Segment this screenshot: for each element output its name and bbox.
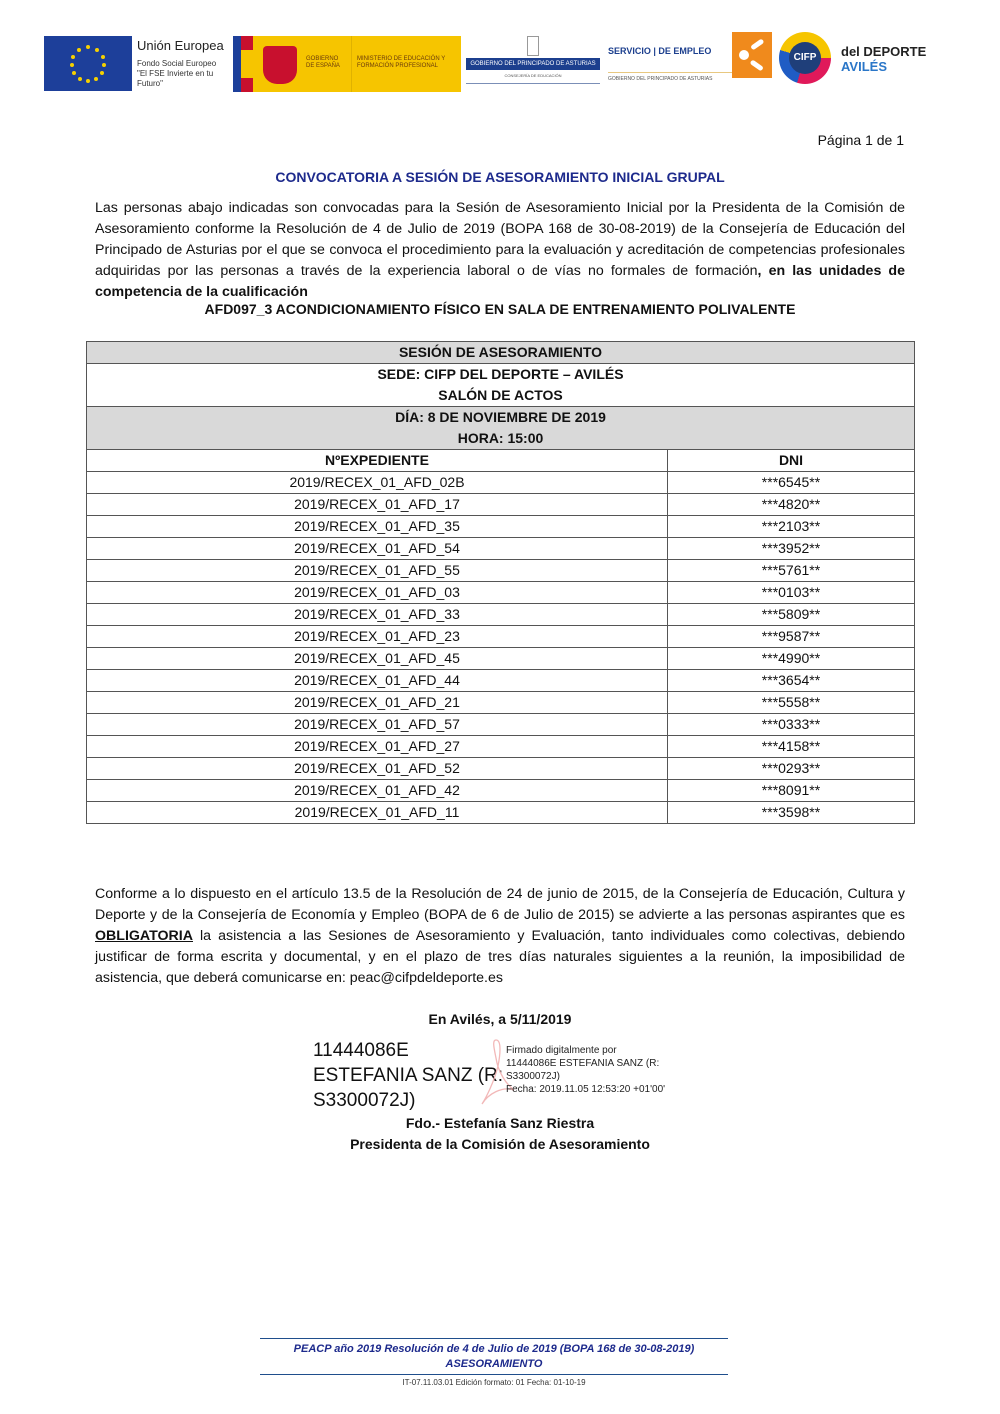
signature-date: Fecha: 2019.11.05 12:53:20 +01'00' <box>506 1084 666 1095</box>
dni-cell: ***3654** <box>668 670 915 692</box>
divider <box>351 36 352 92</box>
signature-line: ESTEFANIA SANZ (R: <box>313 1065 504 1086</box>
footer-title <box>260 1342 728 1372</box>
footer-line2: ASESORAMIENTO <box>445 1358 543 1370</box>
expediente-cell: 2019/RECEX_01_AFD_21 <box>87 692 668 714</box>
gobierno-text: GOBIERNO DE ESPAÑA <box>306 56 340 69</box>
dni-cell: ***4820** <box>668 494 915 516</box>
expediente-cell: 2019/RECEX_01_AFD_57 <box>87 714 668 736</box>
expediente-cell: 2019/RECEX_01_AFD_42 <box>87 780 668 802</box>
asturias-band: GOBIERNO DEL PRINCIPADO DE ASTURIAS <box>466 58 600 70</box>
expediente-cell: 2019/RECEX_01_AFD_55 <box>87 560 668 582</box>
dni-cell: ***9587** <box>668 626 915 648</box>
table-row <box>87 670 915 692</box>
signature-line: S3300072J) <box>313 1090 416 1111</box>
dni-cell: ***3952** <box>668 538 915 560</box>
qualification-title: AFD097_3 ACONDICIONAMIENTO FÍSICO EN SALA DE ENTRENAMIENTO POLIVALENTE <box>204 301 796 317</box>
table-row <box>87 604 915 626</box>
table-row <box>87 494 915 516</box>
expediente-cell: 2019/RECEX_01_AFD_17 <box>87 494 668 516</box>
column-header-expediente: NºEXPEDIENTE <box>87 450 668 472</box>
table-row <box>87 714 915 736</box>
table-row <box>87 802 915 824</box>
table-row <box>87 538 915 560</box>
intro-bold-tail: , en las unidades de competencia de la cualificación <box>95 263 905 300</box>
table-row <box>87 560 915 582</box>
session-day: DÍA: 8 DE NOVIEMBRE DE 2019 <box>87 407 915 429</box>
expediente-cell: 2019/RECEX_01_AFD_44 <box>87 670 668 692</box>
dni-cell: ***0333** <box>668 714 915 736</box>
divider <box>466 83 600 84</box>
signer-role: Presidenta de la Comisión de Asesoramiento <box>350 1136 650 1152</box>
table-row <box>87 582 915 604</box>
eu-line1: Fondo Social Europeo <box>137 59 217 68</box>
column-header-dni: DNI <box>668 450 915 472</box>
dni-cell: ***4990** <box>668 648 915 670</box>
signature-line: 11444086E <box>313 1040 409 1061</box>
table-row <box>87 692 915 714</box>
deporte-text: del DEPORTE <box>841 44 927 59</box>
page-number: Página 1 de 1 <box>817 132 904 148</box>
dni-cell: ***5558** <box>668 692 915 714</box>
gobierno-espana-logo <box>233 36 461 92</box>
expediente-cell: 2019/RECEX_01_AFD_35 <box>87 516 668 538</box>
session-heading: SESIÓN DE ASESORAMIENTO <box>87 342 915 364</box>
expediente-cell: 2019/RECEX_01_AFD_11 <box>87 802 668 824</box>
cifp-logo <box>779 32 831 84</box>
servicio-empleo-logo <box>608 46 730 82</box>
dni-cell: ***5809** <box>668 604 915 626</box>
eu-stars-icon <box>58 42 118 85</box>
dni-cell: ***8091** <box>668 780 915 802</box>
expediente-cell: 2019/RECEX_01_AFD_03 <box>87 582 668 604</box>
session-table <box>86 341 915 824</box>
session-sede: SEDE: CIFP DEL DEPORTE – AVILÉS <box>87 364 915 386</box>
spain-flag-icon <box>241 36 253 92</box>
dni-cell: ***0293** <box>668 758 915 780</box>
coat-of-arms-icon <box>263 46 297 84</box>
signature-detail: 11444086E ESTEFANIA SANZ (R: <box>506 1058 660 1069</box>
ministerio-text: MINISTERIO DE EDUCACIÓN Y FORMACIÓN PROFESIONAL <box>357 56 446 69</box>
asturias-crest-icon <box>527 36 539 56</box>
footer-code: IT-07.11.03.01 Edición formato: 01 Fecha: 01-10-19 <box>402 1378 586 1387</box>
aviles-text: AVILÉS <box>841 59 887 74</box>
eu-flag-logo <box>44 36 132 91</box>
dni-cell: ***3598** <box>668 802 915 824</box>
asturias-sub: CONSEJERÍA DE EDUCACIÓN <box>504 73 562 78</box>
table-row <box>87 736 915 758</box>
empleo-symbol-icon <box>732 32 772 78</box>
signature-detail: S3300072J) <box>506 1071 560 1082</box>
signer-block <box>0 1113 1000 1155</box>
table-row <box>87 516 915 538</box>
dni-cell: ***6545** <box>668 472 915 494</box>
table-row <box>87 626 915 648</box>
table-row <box>87 758 915 780</box>
expediente-cell: 2019/RECEX_01_AFD_27 <box>87 736 668 758</box>
cifp-badge: CIFP <box>789 42 821 74</box>
eu-strip <box>233 36 241 92</box>
place-date: En Avilés, a 5/11/2019 <box>428 1011 572 1027</box>
dni-cell: ***4158** <box>668 736 915 758</box>
expediente-cell: 2019/RECEX_01_AFD_54 <box>87 538 668 560</box>
notice-paragraph <box>95 884 905 989</box>
signer-name: Fdo.- Estefanía Sanz Riestra <box>405 1115 595 1131</box>
eu-logo-text <box>137 38 233 89</box>
asturias-logo <box>466 36 600 86</box>
digital-signature-name <box>313 1038 503 1113</box>
document-title: CONVOCATORIA A SESIÓN DE ASESORAMIENTO INICIAL GRUPAL <box>275 169 725 185</box>
expediente-cell: 2019/RECEX_01_AFD_23 <box>87 626 668 648</box>
table-row <box>87 648 915 670</box>
dni-cell: ***5761** <box>668 560 915 582</box>
digital-signature-details <box>506 1044 665 1096</box>
eu-title: Unión Europea <box>137 38 224 53</box>
notice-text-1: Conforme a lo dispuesto en el artículo 13.5 de la Resolución de 24 de junio de 2015, de la Consejería de Educación, Cultura y Deporte y de la Consejería de Economía y Empleo (BOPA de 6 de Julio de 2015) se advierte a las personas aspirantes que es <box>95 886 905 923</box>
intro-paragraph <box>95 198 905 303</box>
eu-subtitle <box>137 59 233 89</box>
session-room: SALÓN DE ACTOS <box>87 385 915 407</box>
intro-text: Las personas abajo indicadas son convocadas para la Sesión de Asesoramiento Inicial por la Presidenta de la Comisión de Asesoramiento conforme la Resolución de 4 de Julio de 2019 (BOPA 168 de 30-08-2019) de la Consejería de Educación del Principado de Asturias por el que se convoca el procedimiento para la evaluación y acreditación de competencias profesionales adquiridas por las personas a través de la experiencia laboral o de vías no formales de formación <box>95 200 905 279</box>
expediente-cell: 2019/RECEX_01_AFD_02B <box>87 472 668 494</box>
empleo-title: SERVICIO | DE EMPLEO <box>608 46 712 56</box>
eu-line2: "El FSE Invierte en tu Futuro" <box>137 69 214 88</box>
footer-line1: PEACP año 2019 Resolución de 4 de Julio de 2019 (BOPA 168 de 30-08-2019) <box>293 1343 695 1355</box>
signature-detail: Firmado digitalmente por <box>506 1045 617 1056</box>
table-row <box>87 472 915 494</box>
expediente-cell: 2019/RECEX_01_AFD_45 <box>87 648 668 670</box>
table-row <box>87 780 915 802</box>
footer-rule-top <box>260 1338 728 1339</box>
expediente-cell: 2019/RECEX_01_AFD_33 <box>87 604 668 626</box>
dni-cell: ***0103** <box>668 582 915 604</box>
deporte-aviles-logo <box>841 44 926 74</box>
session-time: HORA: 15:00 <box>87 428 915 450</box>
notice-emphasis: OBLIGATORIA <box>95 928 193 944</box>
expediente-cell: 2019/RECEX_01_AFD_52 <box>87 758 668 780</box>
empleo-sub: GOBIERNO DEL PRINCIPADO DE ASTURIAS <box>608 76 713 82</box>
footer-rule-bottom <box>260 1374 728 1375</box>
dni-cell: ***2103** <box>668 516 915 538</box>
notice-text-2: la asistencia a las Sesiones de Asesoramiento y Evaluación, tanto individuales como colectivas, debiendo justificar de forma escrita y documental, y en el plazo de tres días naturales siguientes a la reunión, la imposibilidad de asistencia, que deberá comunicarse en: peac@cifpdeldeporte.es <box>95 928 905 986</box>
